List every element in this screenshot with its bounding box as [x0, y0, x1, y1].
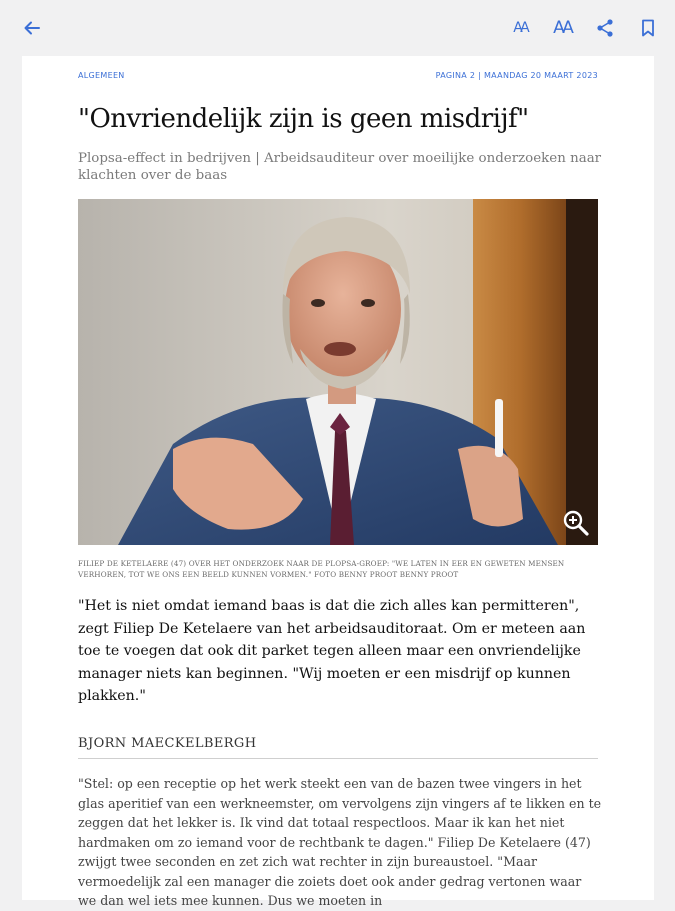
font-larger-label: AA: [553, 18, 571, 38]
photo-caption: FILIEP DE KETELAERE (47) OVER HET ONDERZOEK NAAR DE PLOPSA-GROEP: "WE LATEN IN EER EN GEWETEN MENSEN VERHOREN, TOT WE ONS EEN BEELD KUNNEN VORMEN." FOTO BENNY PROOT BENNY PROOT: [78, 559, 565, 579]
share-button[interactable]: [593, 16, 617, 40]
font-smaller-button[interactable]: [508, 16, 532, 40]
page-date-info: PAGINA 2 | MAANDAG 20 MAART 2023: [435, 71, 598, 80]
portrait-photo-illustration: [78, 199, 598, 545]
share-icon: [595, 18, 615, 38]
article-subtitle: Plopsa-effect in bedrijven | Arbeidsauditeur over moeilijke onderzoeken naar klachten over de baas: [78, 151, 602, 183]
article-photo[interactable]: [78, 199, 598, 545]
font-size-small-icon: [513, 20, 527, 36]
font-smaller-label: AA: [513, 20, 527, 36]
bookmark-button[interactable]: [636, 16, 660, 40]
section-label[interactable]: ALGEMEEN: [78, 71, 125, 80]
article-body: "Stel: op een receptie op het werk steekt een van de bazen twee vingers in het glas aperitief van een werkneemster, om vervolgens zijn vingers af te likken en te zeggen dat het lekker is. Ik vind dat totaal respectloos. Maar ik kan het niet hardmaken om zo iemand voor de rechtbank te dagen." Filiep De Ketelaere (47) zwijgt twee seconden en zet zich wat rechter in zijn bureaustoel. "Maar vermoedelijk zal een manager die zoiets doet ook ander gedrag vertonen waar we dan wel iets mee kunnen. Dus we moeten in: [78, 776, 602, 908]
article-meta: [78, 71, 598, 85]
back-button[interactable]: [20, 16, 44, 40]
author-byline: BJORN MAECKELBERGH: [78, 736, 598, 759]
zoom-photo-button[interactable]: [562, 509, 590, 537]
font-size-large-icon: [553, 18, 571, 38]
article-lead: "Het is niet omdat iemand baas is dat die zich alles kan permitteren", zegt Filiep De Ketelaere van het arbeidsauditoraat. Om er meteen aan toe te voegen dat ook dit parket tegen alleen maar een onvriendelijke manager niets kan beginnen. "Wij moeten er een misdrijf op kunnen plakken.": [78, 598, 586, 704]
article-page: [22, 56, 654, 908]
arrow-left-icon: [23, 19, 41, 37]
bookmark-icon: [640, 19, 656, 37]
article-headline: "Onvriendelijk zijn is geen misdrijf": [78, 104, 529, 134]
top-toolbar: [0, 0, 675, 56]
magnifier-plus-icon: [562, 522, 590, 541]
font-larger-button[interactable]: [550, 16, 574, 40]
